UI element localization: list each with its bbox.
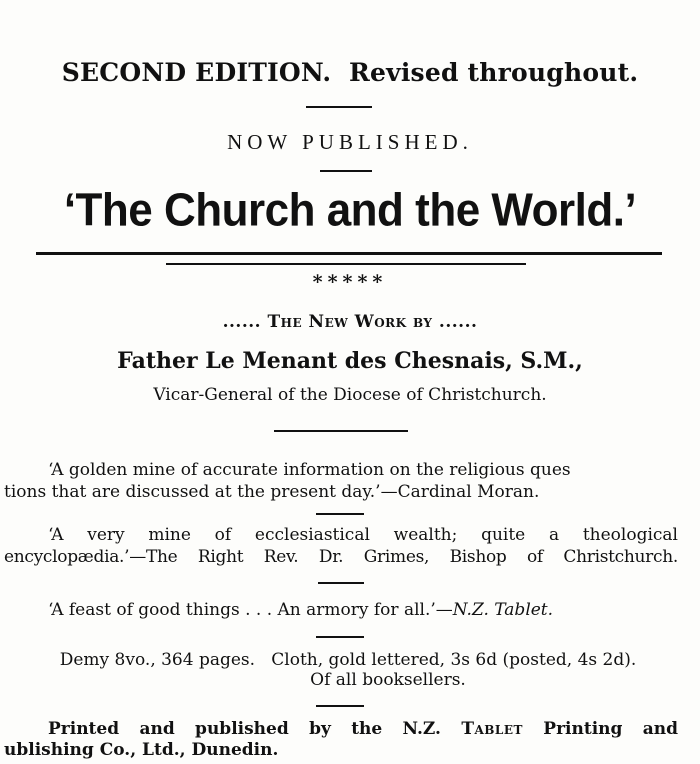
quote-line: ‘A golden mine of accurate information on the religious ques: [48, 460, 571, 480]
quote-cardinal-moran: [4, 459, 678, 503]
published-heading: NOW PUBLISHED.: [227, 130, 473, 154]
printer-line: ublishing Co., Ltd., Dunedin.: [4, 740, 279, 760]
ornament-stars: *****: [312, 271, 388, 293]
quote-line: tions that are discussed at the present day.’—Cardinal Moran.: [4, 482, 540, 502]
details-line: Demy 8vo., 364 pages. Cloth, gold lettered, 3s 6d (posted, 4s 2d).: [59, 650, 637, 670]
publication-details: [16, 650, 680, 690]
printer-tablet: Tablet: [461, 719, 523, 739]
book-title: ‘The Church and the World.’: [63, 184, 637, 237]
divider-rule: [320, 170, 372, 172]
printer-text: Printed and published by the N.Z.: [48, 719, 462, 739]
divider-rule: [316, 636, 364, 638]
author-name: Father Le Menant des Chesnais, S.M.,: [117, 348, 583, 374]
quote-text: ‘A feast of good things . . . An armory for all.’—: [48, 600, 453, 620]
printer-line: [4, 719, 678, 740]
new-work-prefix: ......: [222, 312, 268, 332]
printer-imprint: [4, 719, 678, 761]
quote-line: encyclopædia.’—The Right Rev. Dr. Grimes, Bishop of Christchurch.: [4, 547, 678, 567]
title-underline: [36, 252, 662, 255]
details-line: Of all booksellers.: [310, 670, 466, 690]
quote-attribution: N.Z. Tablet.: [452, 600, 554, 620]
title-underline-second: [166, 263, 526, 265]
divider-rule: [306, 106, 372, 108]
divider-rule: [316, 705, 364, 707]
new-work-suffix: ......: [432, 312, 478, 332]
new-work-line: [0, 312, 700, 332]
new-work-label: The New Work by: [267, 312, 433, 332]
author-role: Vicar-General of the Diocese of Christchurch.: [153, 385, 547, 405]
quote-line: ‘A very mine of ecclesiastical wealth; quite a theological: [48, 525, 678, 545]
edition-heading: SECOND EDITION. Revised throughout.: [61, 58, 639, 87]
quote-bishop-grimes: [4, 524, 678, 568]
printer-text: Printing and: [522, 719, 678, 739]
divider-rule: [318, 582, 364, 584]
divider-rule: [274, 430, 408, 432]
divider-rule: [316, 513, 364, 515]
quote-nz-tablet: [48, 599, 678, 621]
